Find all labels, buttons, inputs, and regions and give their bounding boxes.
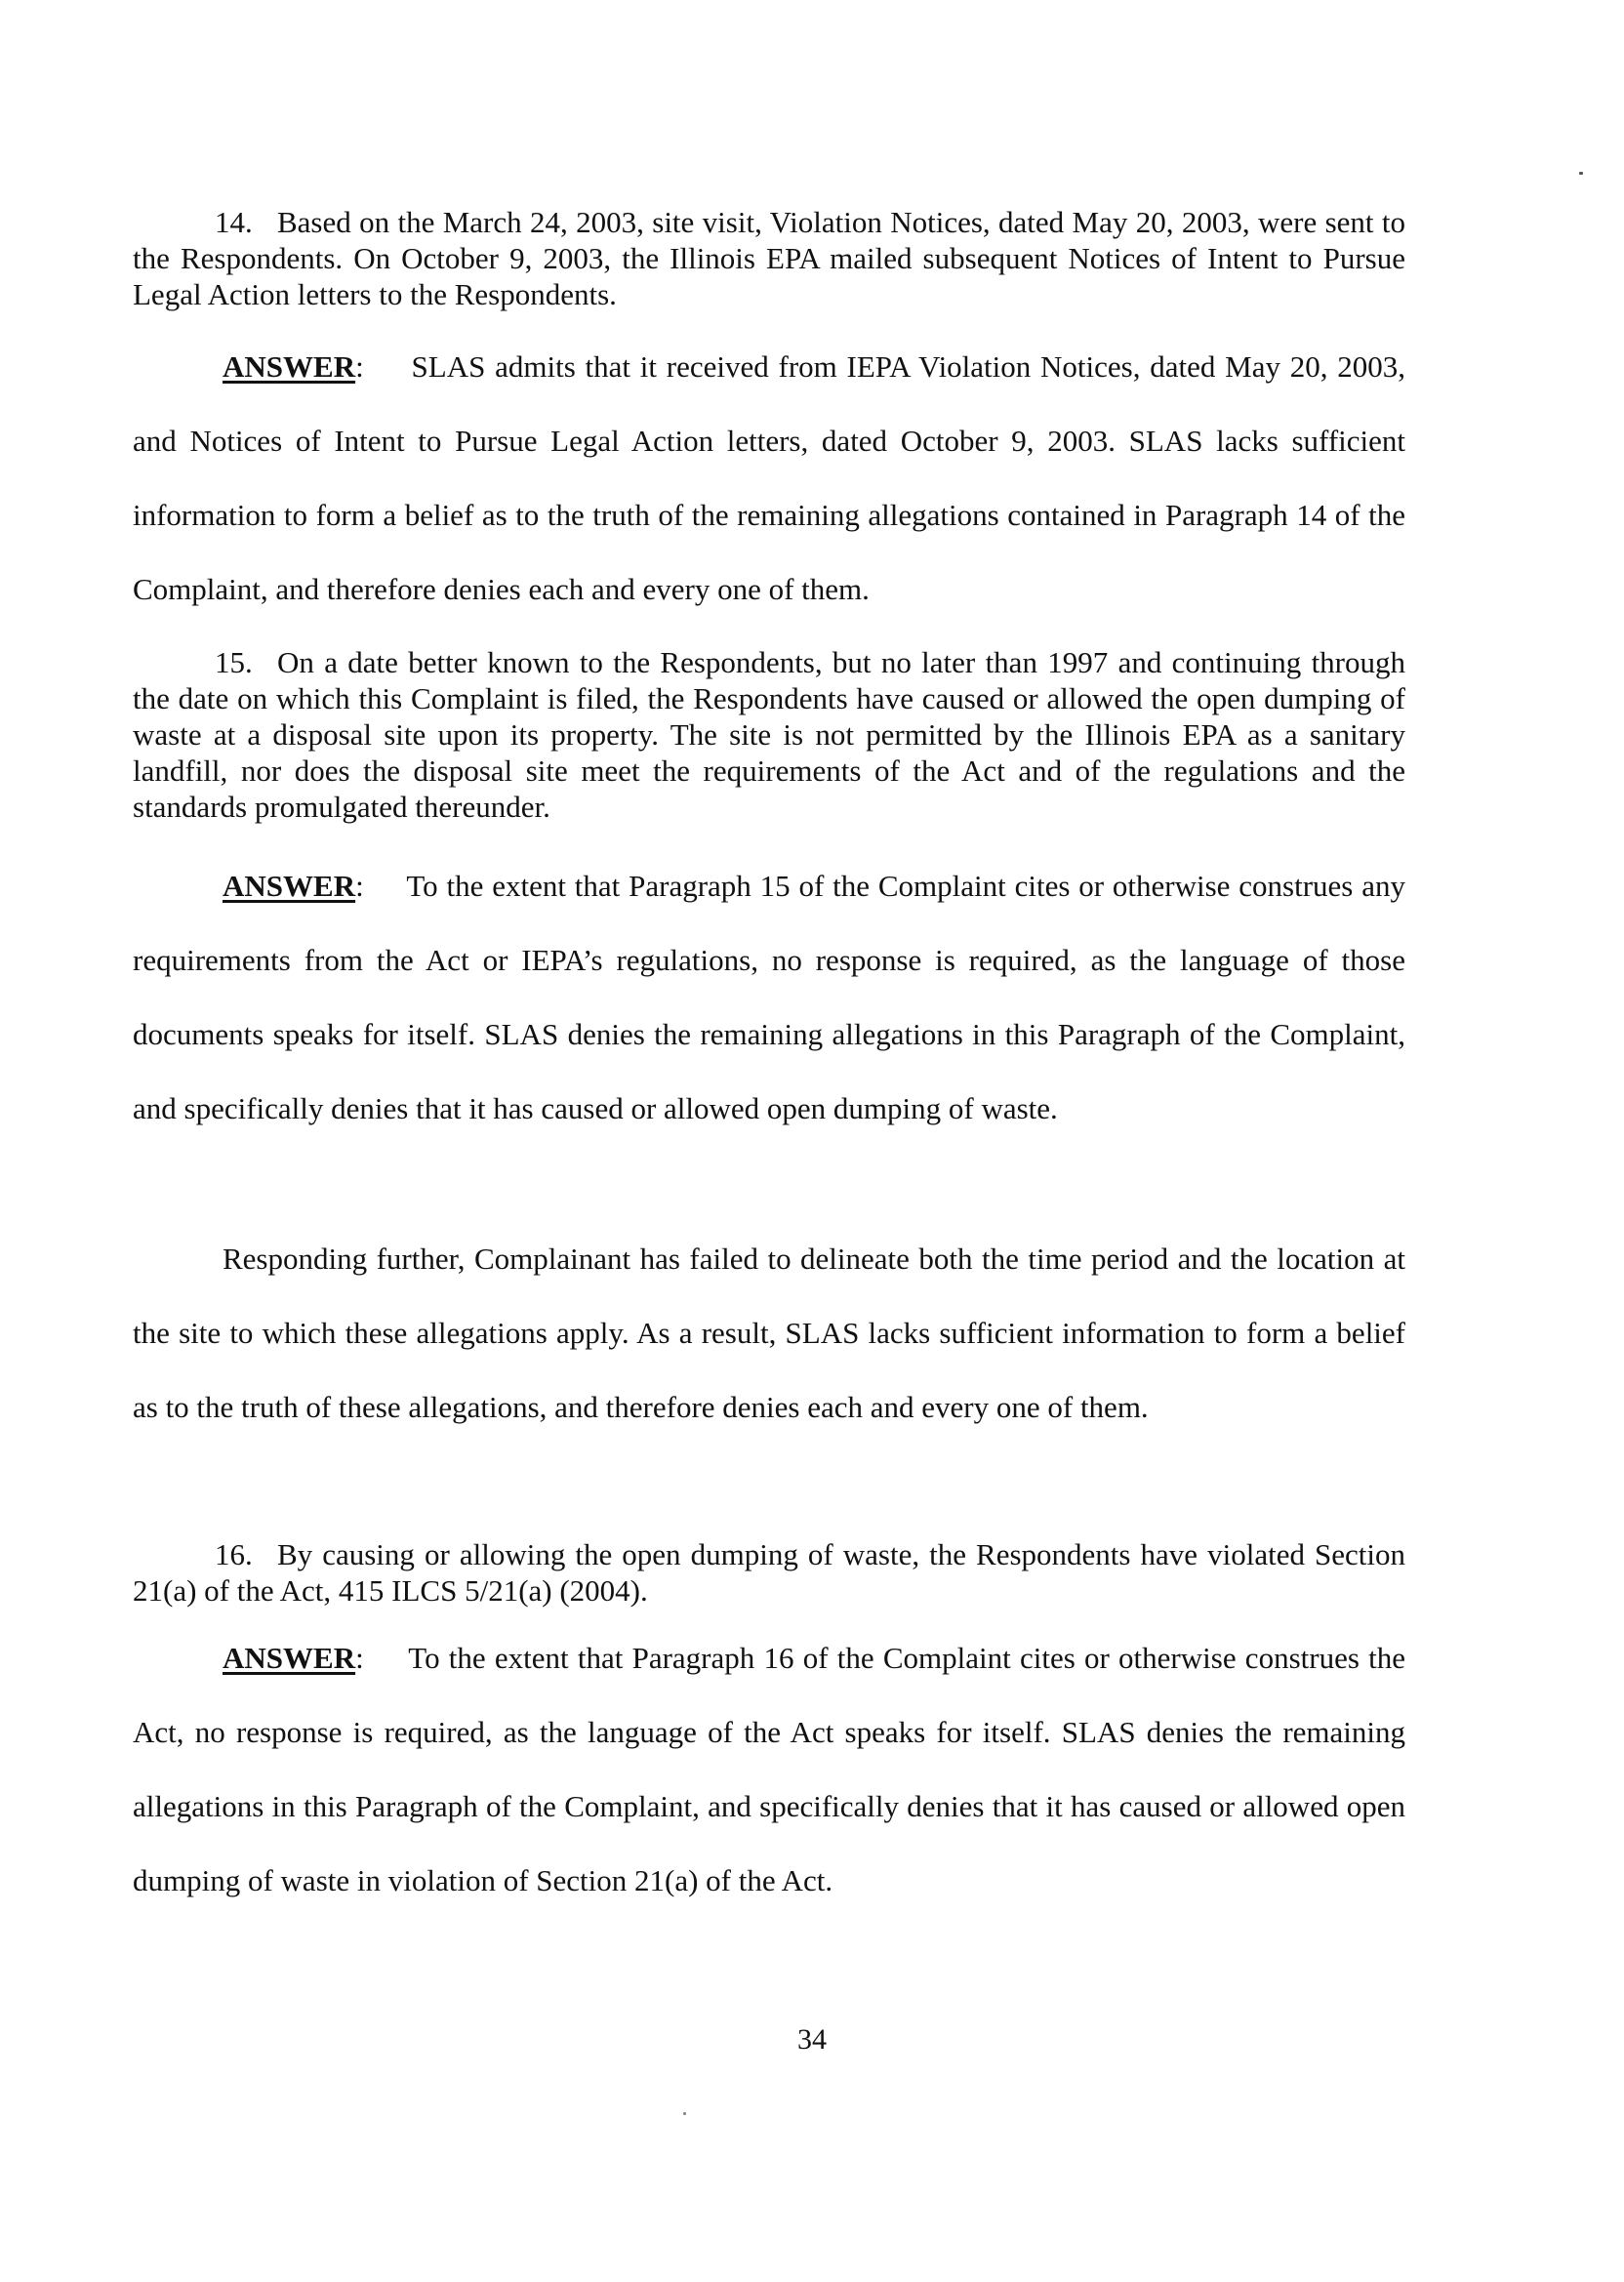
paragraph-14-answer-text: SLAS admits that it received from IEPA Violation Notices, dated May 20, 2003, and Notices of Intent to Pursue Legal Action letters, dated October 9, 2003. SLAS lacks sufficient information to form a belief as to the truth of the remaining allegations contained in Paragraph 14 of the Complaint, and therefore denies each and every one of them. [133,349,1405,606]
scan-speck [683,2112,686,2115]
paragraph-14-answer: ANSWER: SLAS admits that it received from IEPA Violation Notices, dated May 20, 2003, and Notices of Intent to Pursue Legal Action letters, dated October 9, 2003. SLAS lacks sufficient information to form a belief as to the truth of the remaining allegations contained in Paragraph 14 of the Complaint, and therefore denies each and every one of them. [133,349,1405,606]
paragraph-16-answer-text: To the extent that Paragraph 16 of the Complaint cites or otherwise construes the Act, no response is required, as the language of the Act speaks for itself. SLAS denies the remaining allegations in this Paragraph of the Complaint, and specifically denies that it has caused or allowed open dumping of waste in violation of Section 21(a) of the Act. [133,1641,1405,1897]
paragraph-16-allegation-text: By causing or allowing the open dumping of waste, the Respondents have violated Section 21(a) of the Act, 415 ILCS 5/21(a) (2004). [133,1537,1405,1608]
paragraph-15-answer: ANSWER: To the extent that Paragraph 15 of the Complaint cites or otherwise construes any requirements from the Act or IEPA’s regulations, no response is required, as the language of those documents speaks for itself. SLAS denies the remaining allegations in this Paragraph of the Complaint, and specifically denies that it has caused or allowed open dumping of waste. [133,869,1405,1125]
scan-speck [1579,172,1583,175]
paragraph-14-answer-label: ANSWER [223,349,356,384]
paragraph-14-allegation [133,204,1405,312]
paragraph-16-number: 16. [215,1537,253,1571]
paragraph-16-answer-label: ANSWER [223,1641,356,1675]
paragraph-15-allegation [133,644,1405,825]
paragraph-15-allegation-text: On a date better known to the Respondents, but no later than 1997 and continuing through the date on which this Complaint is filed, the Respondents have caused or allowed the open dumping of waste at a disposal site upon its property. The site is not permitted by the Illinois EPA as a sanitary landfill, nor does the disposal site meet the requirements of the Act and of the regulations and the standards promulgated thereunder. [133,645,1405,824]
paragraph-15-number: 15. [215,645,253,679]
paragraph-16-allegation [133,1536,1405,1609]
page-number: 34 [797,2023,827,2056]
paragraph-15-further-response: Responding further, Complainant has failed to delineate both the time period and the location at the site to which these allegations apply. As a result, SLAS lacks sufficient information to form a belief as to the truth of these allegations, and therefore denies each and every one of them. [133,1242,1405,1424]
paragraph-14-number: 14. [215,205,253,239]
paragraph-15-answer-text: To the extent that Paragraph 15 of the Complaint cites or otherwise construes any requirements from the Act or IEPA’s regulations, no response is required, as the language of those documents speaks for itself. SLAS denies the remaining allegations in this Paragraph of the Complaint, and specifically denies that it has caused or allowed open dumping of waste. [133,869,1405,1125]
paragraph-15-answer-label: ANSWER [223,869,356,903]
paragraph-16-answer: ANSWER: To the extent that Paragraph 16 of the Complaint cites or otherwise construes the Act, no response is required, as the language of the Act speaks for itself. SLAS denies the remaining allegations in this Paragraph of the Complaint, and specifically denies that it has caused or allowed open dumping of waste in violation of Section 21(a) of the Act. [133,1641,1405,1897]
paragraph-14-allegation-text: Based on the March 24, 2003, site visit, Violation Notices, dated May 20, 2003, were sent to the Respondents. On October 9, 2003, the Illinois EPA mailed subsequent Notices of Intent to Pursue Legal Action letters to the Respondents. [133,205,1405,311]
